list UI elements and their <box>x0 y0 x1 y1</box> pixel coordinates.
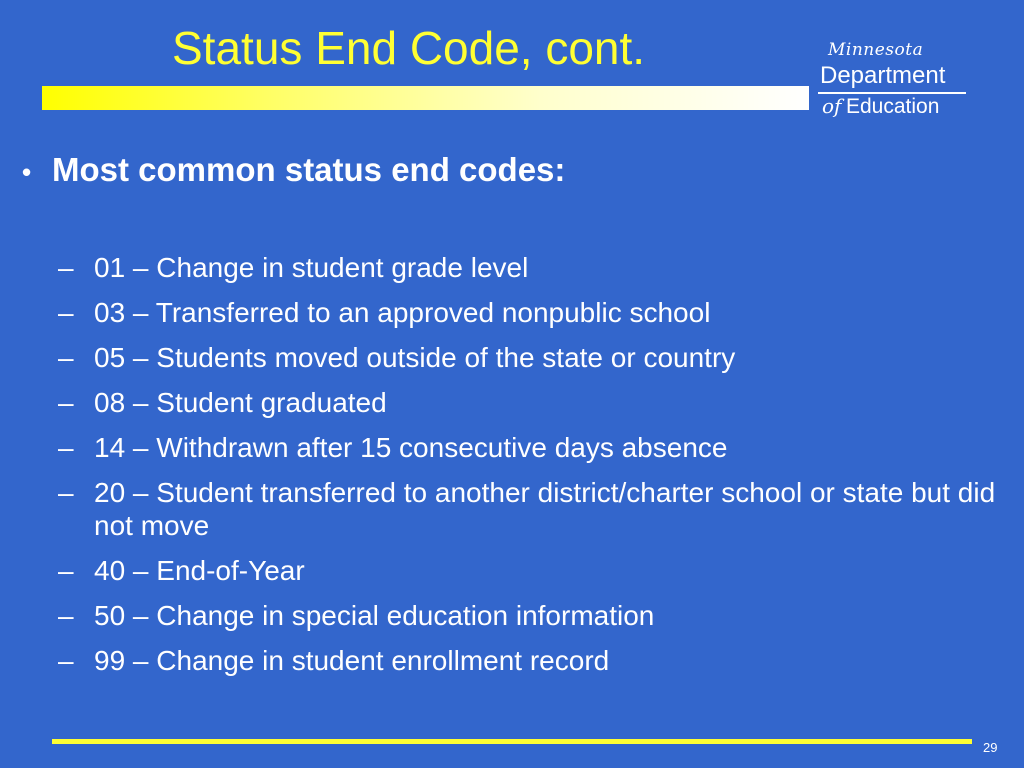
bullet-icon: • <box>22 157 32 187</box>
dash-icon: – <box>58 387 74 418</box>
list-item-text: 99 – Change in student enrollment record <box>94 645 610 676</box>
list-item <box>58 341 1008 374</box>
list-item <box>58 644 1008 677</box>
logo-education-text: Education <box>846 95 940 118</box>
page-number: 29 <box>983 740 998 755</box>
list-item-text: 50 – Change in special education information <box>94 600 655 631</box>
list-item <box>58 476 1008 542</box>
list-item-text: 03 – Transferred to an approved nonpublic school <box>94 297 711 328</box>
list-item-text: 08 – Student graduated <box>94 387 387 418</box>
logo-of-script: of <box>822 94 842 118</box>
dash-icon: – <box>58 477 74 508</box>
list-item-text: 05 – Students moved outside of the state or country <box>94 342 736 373</box>
list-item <box>58 296 1008 329</box>
department-of-education-logo <box>816 40 976 122</box>
list-item-text: 01 – Change in student grade level <box>94 252 529 283</box>
bullet-heading <box>22 148 565 194</box>
status-code-list <box>58 251 1008 689</box>
list-item-text: 40 – End-of-Year <box>94 555 305 586</box>
dash-icon: – <box>58 555 74 586</box>
footer-rule <box>52 739 972 744</box>
logo-minnesota-script: Minnesota <box>828 40 924 60</box>
list-item <box>58 386 1008 419</box>
list-item <box>58 554 1008 587</box>
title-underline-bar <box>42 86 809 110</box>
dash-icon: – <box>58 252 74 283</box>
dash-icon: – <box>58 342 74 373</box>
list-item-text: 14 – Withdrawn after 15 consecutive days absence <box>94 432 728 463</box>
list-item <box>58 431 1008 464</box>
dash-icon: – <box>58 645 74 676</box>
slide-title: Status End Code, cont. <box>172 22 646 74</box>
list-item-text: 20 – Student transferred to another district/charter school or state but did not move <box>94 477 996 541</box>
dash-icon: – <box>58 297 74 328</box>
dash-icon: – <box>58 600 74 631</box>
logo-department-text: Department <box>820 62 946 89</box>
dash-icon: – <box>58 432 74 463</box>
heading-text: Most common status end codes: <box>52 151 566 188</box>
list-item <box>58 599 1008 632</box>
list-item <box>58 251 1008 284</box>
